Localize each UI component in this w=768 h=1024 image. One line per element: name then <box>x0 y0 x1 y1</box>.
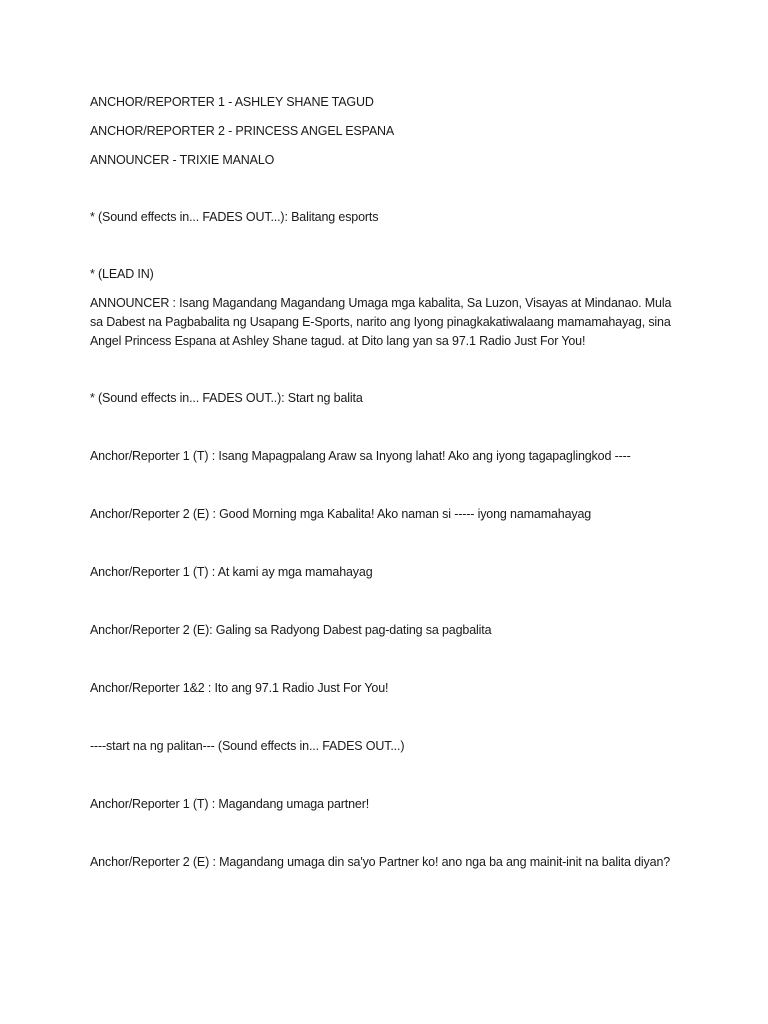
lead-in-cue: * (LEAD IN) <box>90 267 154 281</box>
script-line: Anchor/Reporter 2 (E) : Magandang umaga din sa'yo Partner ko! ano nga ba ang mainit-init na balita diyan? <box>90 855 671 869</box>
script-line: ----start na ng palitan--- (Sound effects in... FADES OUT...) <box>90 739 405 753</box>
announcer-paragraph: ANNOUNCER : Isang Magandang Magandang Umaga mga kabalita, Sa Luzon, Visayas at Mindanao. Mula sa Dabest na Pagbabalita ng Usapang E-Sports, narito ang Iyong pinagkakatiwalaang mamamahayag, sina Angel Princess Espana at Ashley Shane tagud. at Dito lang yan sa 97.1 Radio Just For You! <box>90 296 672 348</box>
cast-line-announcer: ANNOUNCER - TRIXIE MANALO <box>90 153 275 167</box>
script-line: Anchor/Reporter 1 (T) : At kami ay mga mamahayag <box>90 565 373 579</box>
script-body <box>90 93 680 872</box>
script-line: Anchor/Reporter 2 (E) : Good Morning mga Kabalita! Ako naman si ----- iyong namamahayag <box>90 507 592 521</box>
script-line: Anchor/Reporter 1&2 : Ito ang 97.1 Radio Just For You! <box>90 681 389 695</box>
sfx-start-cue: * (Sound effects in... FADES OUT..): Start ng balita <box>90 391 363 405</box>
script-line: Anchor/Reporter 2 (E): Galing sa Radyong Dabest pag-dating sa pagbalita <box>90 623 492 637</box>
cast-line-anchor-1: ANCHOR/REPORTER 1 - ASHLEY SHANE TAGUD <box>90 95 374 109</box>
cast-line-anchor-2: ANCHOR/REPORTER 2 - PRINCESS ANGEL ESPANA <box>90 124 395 138</box>
script-line: Anchor/Reporter 1 (T) : Isang Mapagpalang Araw sa Inyong lahat! Ako ang iyong tagapaglingkod ---- <box>90 449 631 463</box>
script-line: Anchor/Reporter 1 (T) : Magandang umaga partner! <box>90 797 370 811</box>
sfx-intro-cue: * (Sound effects in... FADES OUT...): Balitang esports <box>90 210 379 224</box>
